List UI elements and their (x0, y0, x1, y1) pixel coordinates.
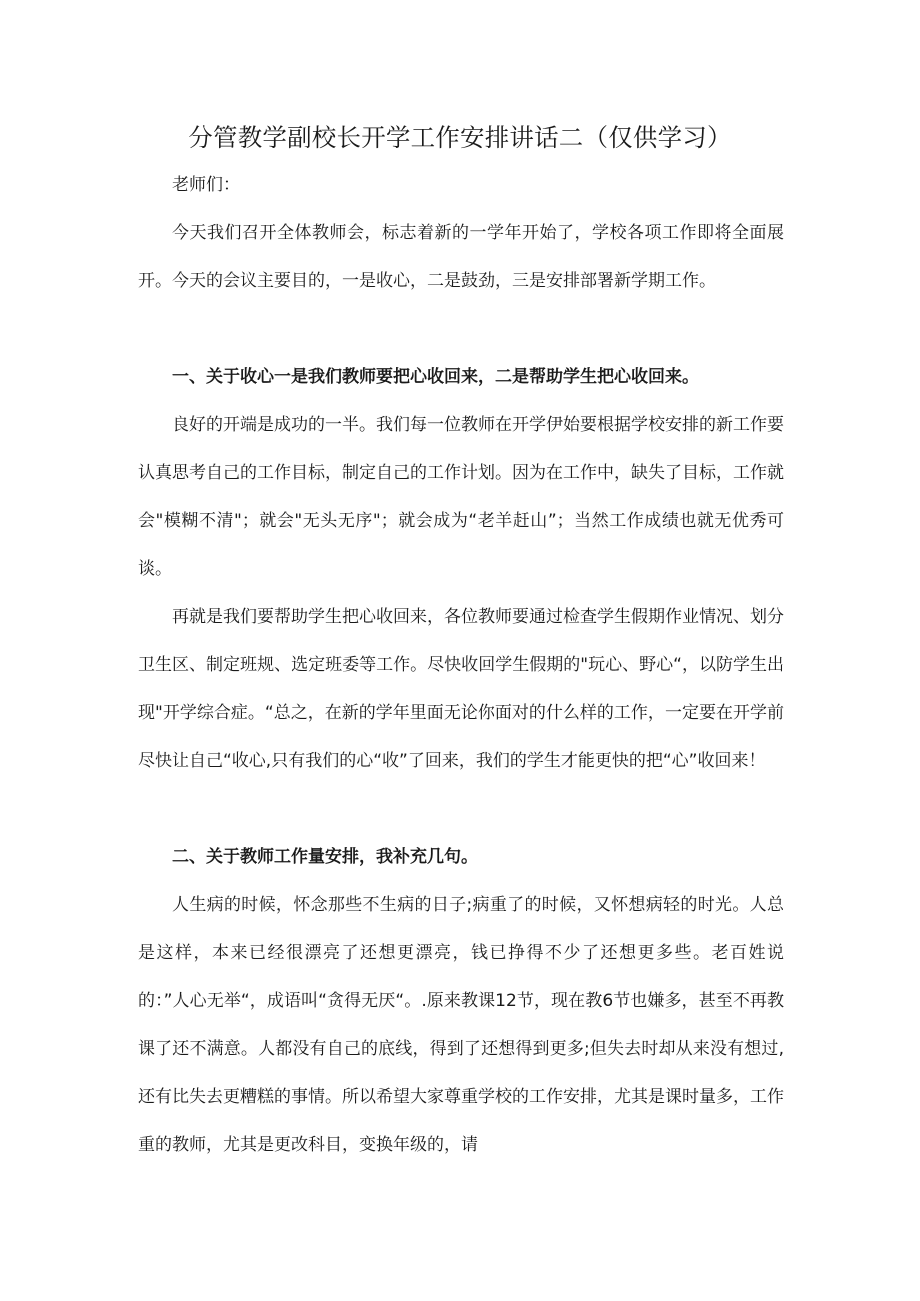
paragraph-workload: 人生病的时候，怀念那些不生病的日子;病重了的时候，又怀想病轻的时光。人总是这样，本来已经很漂亮了还想更漂亮，钱已挣得不少了还想更多些。老百姓说的：”人心无举“，成语叫“贪得无厌“。.原来教课12节，现在教6节也嫌多，甚至不再教课了还不满意。人都没有自己的底线，得到了还想得到更多;但失去时却从来没有想过,还有比失去更糟糕的事情。所以希望大家尊重学校的工作安排，尤其是课时量多，工作重的教师，尤其是更改科目，变换年级的，请 (138, 895, 784, 1155)
section-heading-2: 二、关于教师工作量安排，我补充几句。 (172, 847, 478, 867)
greeting: 老师们： (172, 175, 240, 195)
paragraph-intro: 今天我们召开全体教师会，标志着新的一学年开始了，学校各项工作即将全面展开。今天的会议主要目的，一是收心，二是鼓劲，三是安排部署新学期工作。 (138, 223, 784, 291)
section-heading-1: 一、关于收心一是我们教师要把心收回来，二是帮助学生把心收回来。 (172, 367, 699, 387)
paragraph-students: 再就是我们要帮助学生把心收回来，各位教师要通过检查学生假期作业情况、划分卫生区、制定班规、选定班委等工作。尽快收回学生假期的"玩心、野心“，以防学生出现"开学综合症。“总之，在新的学年里面无论你面对的什么样的工作，一定要在开学前尽快让自己“收心,只有我们的心“收”了回来，我们的学生才能更快的把“心”收回来！ (138, 607, 784, 771)
paragraph-goals: 良好的开端是成功的一半。我们每一位教师在开学伊始要根据学校安排的新工作要认真思考自己的工作目标，制定自己的工作计划。因为在工作中，缺失了目标，工作就会"模糊不清"；就会"无头无序"；就会成为“老羊赶山”；当然工作成绩也就无优秀可谈。 (138, 415, 784, 579)
document-title: 分管教学副校长开学工作安排讲话二（仅供学习） (188, 123, 732, 152)
